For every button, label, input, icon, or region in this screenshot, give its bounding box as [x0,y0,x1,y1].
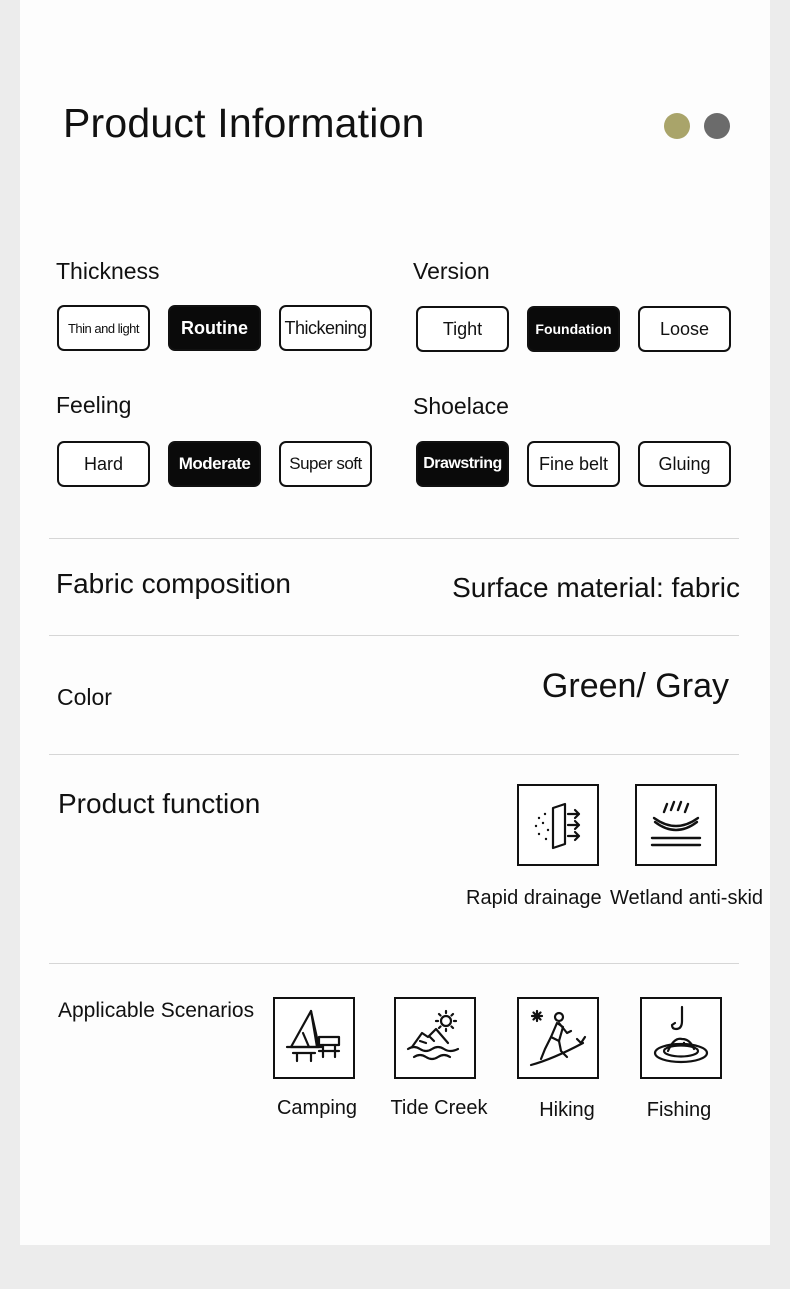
divider [49,754,739,755]
shoelace-option-gluing[interactable]: Gluing [638,441,731,487]
camping-caption: Camping [276,1097,358,1119]
fabric-value: Surface material: fabric [452,572,740,603]
page-title: Product Information [63,100,425,146]
rapid-drainage-icon [517,784,599,866]
thickness-label: Thickness [56,258,160,284]
divider [49,963,739,964]
function-label: Product function [58,788,261,819]
version-option-foundation[interactable]: Foundation [527,306,620,352]
rapid-drainage-caption: Rapid drainage [466,887,602,909]
thickness-option-thin[interactable]: Thin and light [57,305,150,351]
fishing-icon [640,997,722,1079]
hiking-icon [517,997,599,1079]
color-label: Color [57,684,112,710]
color-value: Green/ Gray [541,667,729,705]
tide-creek-caption: Tide Creek [390,1097,488,1119]
scenarios-label: Applicable Scenarios [58,999,255,1022]
shoelace-label: Shoelace [413,393,509,419]
feeling-option-moderate[interactable]: Moderate [168,441,261,487]
color-dot-green [664,113,690,139]
fabric-label: Fabric composition [56,568,291,599]
color-dot-gray [704,113,730,139]
feeling-label: Feeling [56,392,132,418]
thickness-option-thickening[interactable]: Thickening [279,305,372,351]
shoelace-option-fine-belt[interactable]: Fine belt [527,441,620,487]
tide-creek-icon [394,997,476,1079]
divider [49,538,739,539]
shoelace-option-drawstring[interactable]: Drawstring [416,441,509,487]
wetland-anti-skid-caption: Wetland anti-skid [610,887,764,909]
divider [49,635,739,636]
fishing-caption: Fishing [646,1099,712,1121]
camping-icon [273,997,355,1079]
version-label: Version [413,258,490,284]
hiking-caption: Hiking [539,1099,595,1121]
version-option-tight[interactable]: Tight [416,306,509,352]
version-option-loose[interactable]: Loose [638,306,731,352]
feeling-option-hard[interactable]: Hard [57,441,150,487]
feeling-option-super-soft[interactable]: Super soft [279,441,372,487]
wetland-anti-skid-icon [635,784,717,866]
thickness-option-routine[interactable]: Routine [168,305,261,351]
